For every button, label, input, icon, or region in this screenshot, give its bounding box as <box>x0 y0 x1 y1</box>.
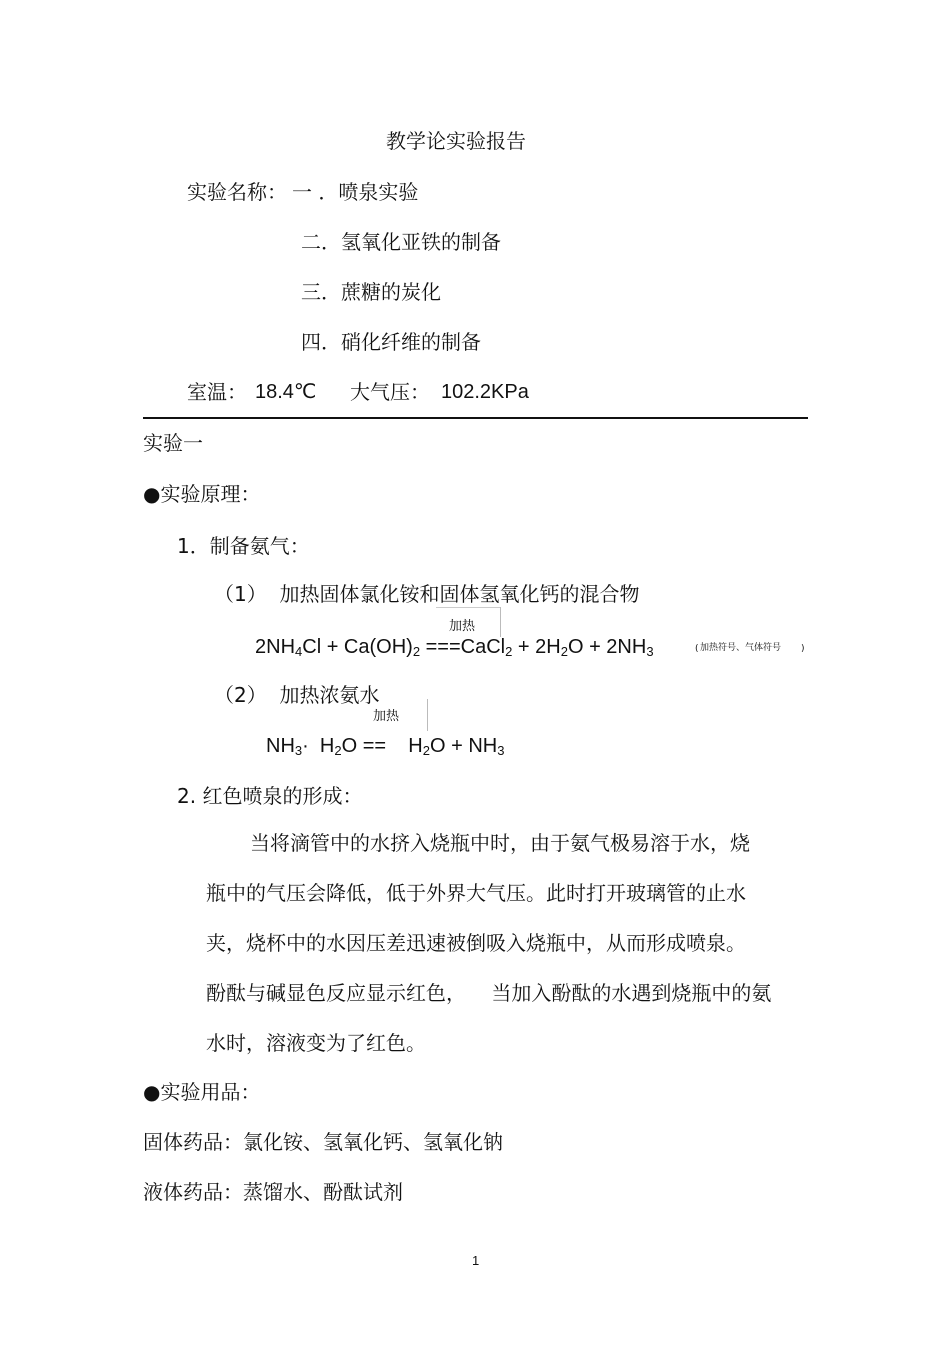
equation-1: $2NH_4Cl + Ca(OH)_2$ ===CaCl$_2$ + $2H_2O + 2NH_3$ <box>255 636 654 659</box>
paragraph-line-2: 瓶中的气压会降低，低于外界大气压。此时打开玻璃管的止水 <box>206 881 746 905</box>
header-divider <box>143 417 808 419</box>
pressure-value: 102.2KPa <box>441 381 529 403</box>
experiment-2-name: 二．氢氧化亚铁的制备 <box>301 230 501 254</box>
report-title: 教学论实验报告 <box>386 129 526 153</box>
pressure-label: 大气压： <box>350 380 430 404</box>
experiment-4-name: 四．硝化纤维的制备 <box>301 330 481 354</box>
room-temp-label: 室温： <box>187 380 247 404</box>
supplies-heading: ●实验用品： <box>143 1080 261 1104</box>
method-2-text: （2） 加热浓氨水 <box>214 683 380 707</box>
room-temp-value: 18.4℃ <box>255 381 317 403</box>
condition-1-box-top <box>436 607 500 608</box>
experiment-1-name: 一 ．喷泉实验 <box>292 180 419 204</box>
paragraph-line-1: 当将滴管中的水挤入烧瓶中时，由于氨气极易溶于水，烧 <box>250 831 750 855</box>
paragraph-line-4: 酚酞与碱显色反应显示红色， 当加入酚酞的水遇到烧瓶中的氨 <box>206 981 772 1005</box>
principle-heading: ●实验原理： <box>143 482 261 506</box>
page-number: 1 <box>472 1253 480 1268</box>
liquid-reagents: 液体药品：蒸馏水、酚酞试剂 <box>143 1180 403 1204</box>
equation-1-condition: 加热 <box>449 619 476 634</box>
equation-1-note: 加热符号、气体符号 <box>700 643 782 653</box>
item-2-heading: 2. 红色喷泉的形成： <box>177 784 363 808</box>
solid-reagents: 固体药品：氯化铵、氢氧化钙、氢氧化钠 <box>143 1130 503 1154</box>
equation-2: $NH_3\cdot H_2O$ == $H_2O + NH_3$ <box>266 735 505 758</box>
paragraph-line-3: 夹，烧杯中的水因压差迅速被倒吸入烧瓶中，从而形成喷泉。 <box>206 931 746 955</box>
condition-2-box-side <box>427 699 428 731</box>
equation-2-condition: 加热 <box>373 709 400 724</box>
item-1-heading: 1．制备氨气： <box>177 534 310 558</box>
condition-1-box-side <box>500 607 501 637</box>
method-1-text: （1） 加热固体氯化铵和固体氢氧化钙的混合物 <box>214 582 640 606</box>
equation-1-note-close: ) <box>801 644 805 654</box>
equation-1-note-open: ( <box>695 644 699 654</box>
experiment-3-name: 三．蔗糖的炭化 <box>301 280 441 304</box>
section-title: 实验一 <box>143 431 203 455</box>
paragraph-line-5: 水时，溶液变为了红色。 <box>206 1031 426 1055</box>
experiment-name-label: 实验名称： <box>187 180 287 204</box>
